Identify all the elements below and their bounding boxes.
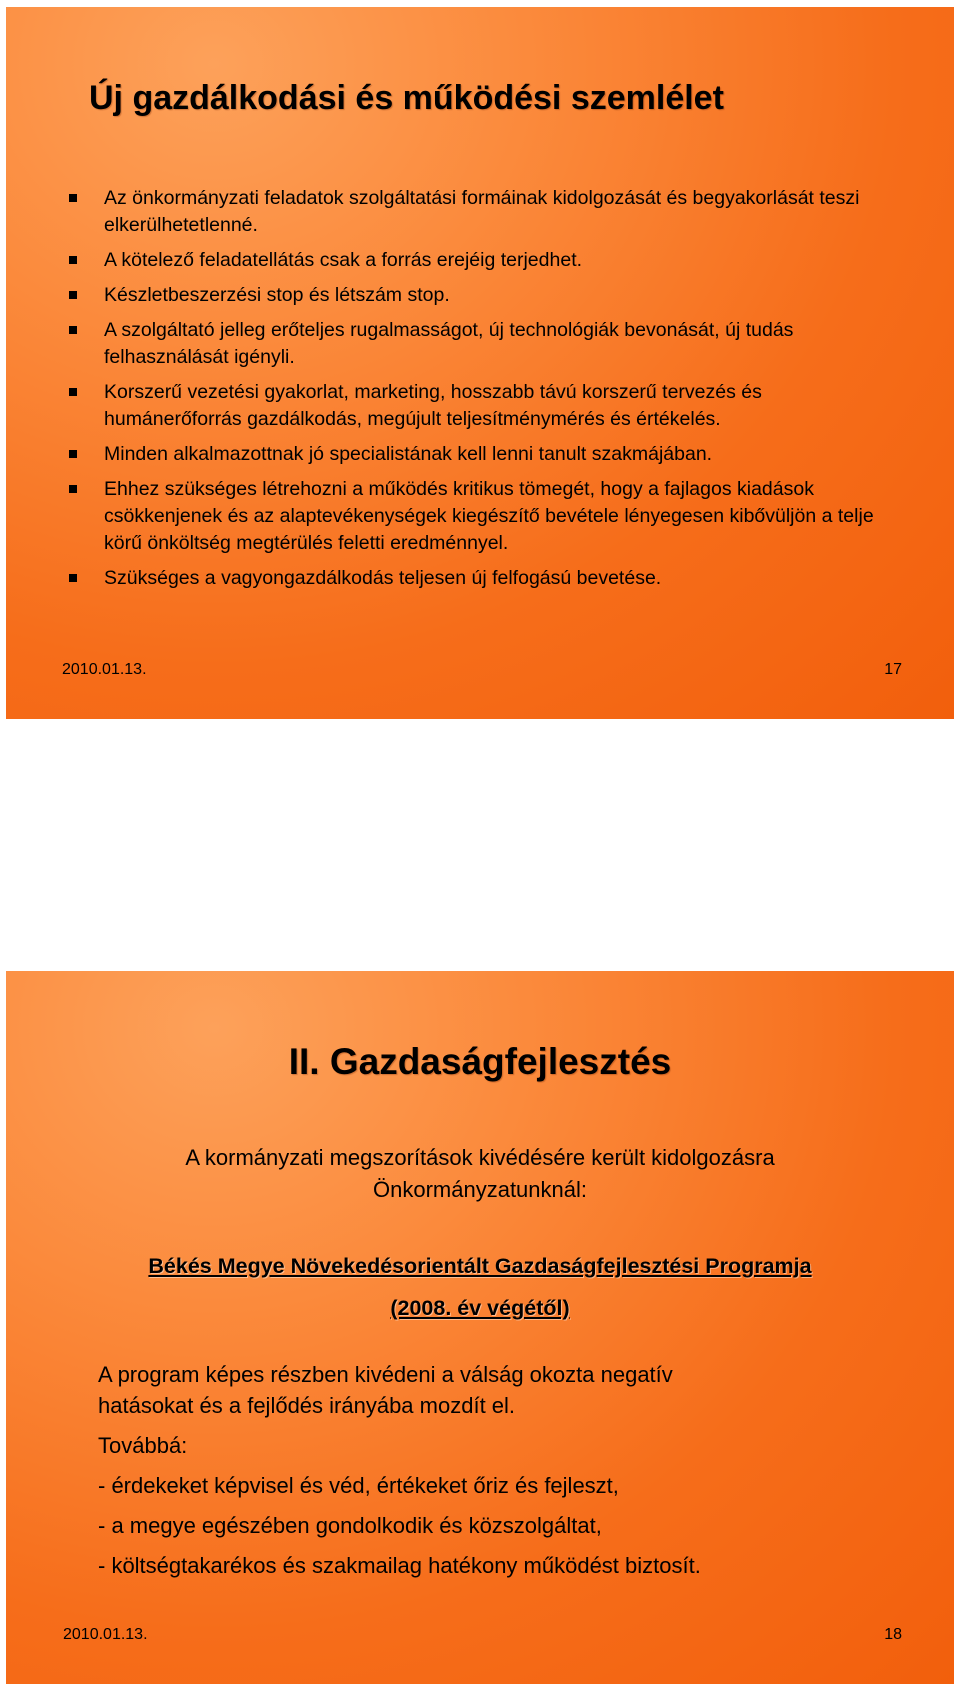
list-item: [62, 441, 902, 468]
intro-line: Önkormányzatunknál:: [373, 1177, 587, 1202]
slide-title: II. Gazdaságfejlesztés: [288, 1041, 672, 1082]
list-item: [62, 476, 902, 557]
intro-line: A kormányzati megszorítások kivédésére került kidolgozásra: [185, 1145, 775, 1170]
bullet-text: A szolgáltató jelleg erőteljes rugalmasságot, új technológiák bevonását, új tudás felhasználását igényli.: [104, 319, 794, 368]
bullet-text: Minden alkalmazottnak jó specialistának kell lenni tanult szakmájában.: [104, 443, 713, 465]
slide-18: [6, 971, 954, 1684]
bullet-square-icon: [69, 485, 77, 493]
bullet-text: Szükséges a vagyongazdálkodás teljesen új felfogású bevetése.: [104, 567, 662, 589]
further-label: Továbbá:: [98, 1433, 188, 1458]
bullet-square-icon: [69, 388, 77, 396]
bullet-square-icon: [69, 256, 77, 264]
slide-title: Új gazdálkodási és működési szemlélet: [89, 79, 724, 117]
bullet-square-icon: [69, 194, 77, 202]
slide-date: 2010.01.13.: [63, 1626, 148, 1643]
bullet-text: Korszerű vezetési gyakorlat, marketing, hosszabb távú korszerű tervezés és humánerőforrás gazdálkodás, megújult teljesítménymérés és értékelés.: [104, 381, 762, 430]
list-item: - a megye egészében gondolkodik és közszolgáltat,: [98, 1513, 602, 1538]
bullet-text: Az önkormányzati feladatok szolgáltatási formáinak kidolgozását és begyakorlását teszi elkerülhetetlenné.: [104, 187, 860, 236]
bullet-square-icon: [69, 291, 77, 299]
bullet-square-icon: [69, 450, 77, 458]
intro-text: [86, 1142, 874, 1206]
list-item: [62, 317, 902, 371]
bullet-text: Készletbeszerzési stop és létszám stop.: [104, 284, 450, 306]
program-line: Békés Megye Növekedésorientált Gazdaságfejlesztési Programja: [148, 1254, 812, 1278]
list-item: [62, 282, 902, 309]
page-number: 17: [884, 661, 902, 678]
description-line: A program képes részben kivédeni a válság okozta negatív: [98, 1362, 673, 1387]
bullet-text: Ehhez szükséges létrehozni a működés kritikus tömegét, hogy a fajlagos kiadások csökkenjenek és az alaptevékenységek kiegészítő bevétele lényegesen kibővüljön a telje körű önköltség megtérülés feletti eredménnyel.: [104, 478, 874, 554]
list-item: - költségtakarékos és szakmailag hatékony működést biztosít.: [98, 1553, 701, 1578]
slide-date: 2010.01.13.: [62, 661, 147, 678]
list-item: [62, 247, 902, 274]
program-description: [98, 1359, 898, 1581]
bullet-list: [62, 185, 902, 600]
program-line: (2008. év végétől): [390, 1296, 570, 1320]
program-title: [26, 1245, 934, 1329]
slide-17: [6, 7, 954, 719]
bullet-square-icon: [69, 326, 77, 334]
list-item: - érdekeket képvisel és véd, értékeket őriz és fejleszt,: [98, 1473, 619, 1498]
list-item: [62, 185, 902, 239]
page-number: 18: [884, 1626, 902, 1643]
list-item: [62, 379, 902, 433]
bullet-text: A kötelező feladatellátás csak a forrás erejéig terjedhet.: [104, 249, 583, 271]
bullet-square-icon: [69, 574, 77, 582]
description-line: hatásokat és a fejlődés irányába mozdít el.: [98, 1393, 516, 1418]
list-item: [62, 565, 902, 592]
